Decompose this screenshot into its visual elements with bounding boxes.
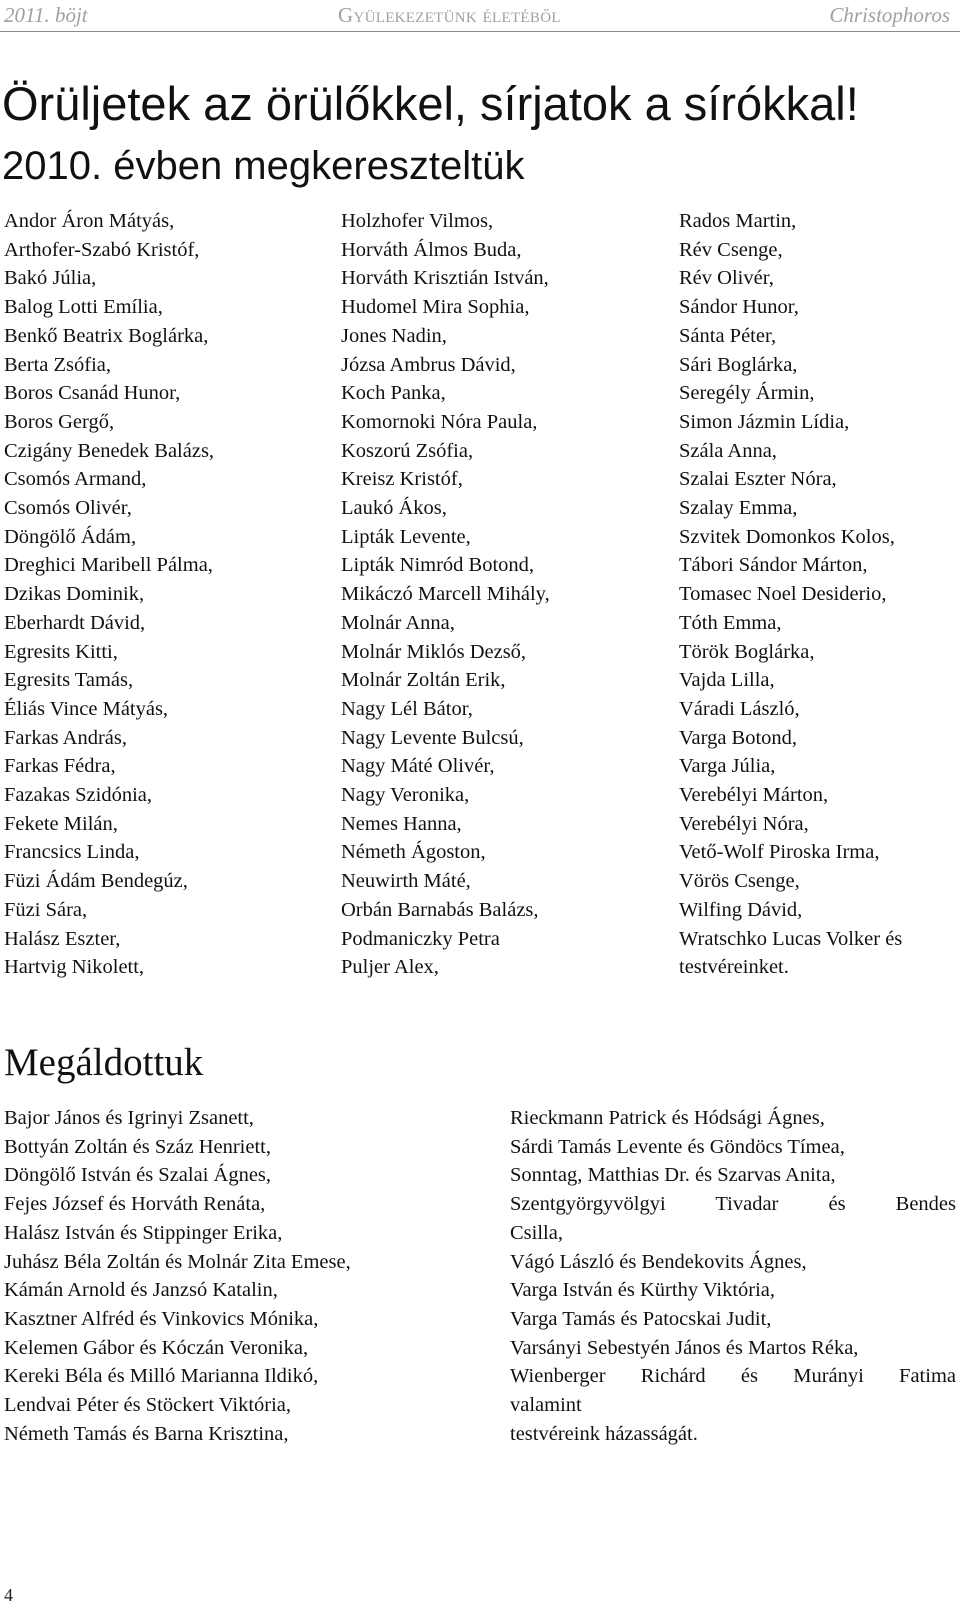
- header-publication: Christophoros: [829, 3, 950, 27]
- name-item: Rév Olivér,: [679, 267, 774, 290]
- couple-item: Sonntag, Matthias Dr. és Szarvas Anita,: [510, 1164, 836, 1187]
- name-item: Dzikas Dominik,: [4, 583, 145, 606]
- name-item: Neuwirth Máté,: [341, 870, 471, 893]
- couple-item: Kasztner Alfréd és Vinkovics Mónika,: [4, 1307, 319, 1330]
- name-item: Tóth Emma,: [679, 611, 782, 634]
- couple-item: Lendvai Péter és Stöckert Viktória,: [4, 1394, 292, 1417]
- name-item: Berta Zsófia,: [4, 353, 112, 376]
- name-item: Nemes Hanna,: [341, 812, 462, 835]
- name-item: Vető-Wolf Piroska Irma,: [679, 841, 880, 864]
- name-item: Szalay Emma,: [679, 497, 798, 520]
- name-item: Horváth Krisztián István,: [341, 267, 549, 290]
- blessed-column-1: [4, 1104, 474, 1448]
- name-item: Hartvig Nikolett,: [4, 956, 145, 979]
- name-item: Egresits Kitti,: [4, 640, 118, 663]
- name-item: Szvitek Domonkos Kolos,: [679, 525, 895, 548]
- name-item: Vajda Lilla,: [679, 669, 775, 692]
- name-item: Dreghici Maribell Pálma,: [4, 554, 213, 577]
- running-header: [0, 0, 960, 31]
- name-item: Jones Nadin,: [341, 324, 447, 347]
- name-item: Szalai Eszter Nóra,: [679, 468, 837, 491]
- name-item: Seregély Ármin,: [679, 382, 815, 405]
- name-item: Varga Botond,: [679, 726, 798, 749]
- couple-item: Vágó László és Bendekovits Ágnes,: [510, 1250, 807, 1273]
- name-item: Benkő Beatrix Boglárka,: [4, 324, 209, 347]
- name-item: Balog Lotti Emília,: [4, 296, 163, 319]
- name-item: Molnár Zoltán Erik,: [341, 669, 506, 692]
- blessed-heading: Megáldottuk: [4, 1041, 204, 1084]
- name-item: Szála Anna,: [679, 439, 777, 462]
- couple-item: Szentgyörgyvölgyi Tivadar és Bendes: [510, 1193, 956, 1216]
- name-item: Török Boglárka,: [679, 640, 815, 663]
- name-item: Sári Boglárka,: [679, 353, 798, 376]
- couple-item: Varga István és Kürthy Viktória,: [510, 1279, 776, 1302]
- name-item: Rados Martin,: [679, 210, 797, 232]
- header-section: Gyülekezetünk életéből: [338, 3, 561, 27]
- name-item: Molnár Miklós Dezső,: [341, 640, 527, 663]
- header-issue: 2011. böjt: [4, 3, 88, 27]
- name-item: Nagy Lél Bátor,: [341, 697, 473, 720]
- couple-item: Sárdi Tamás Levente és Göndöcs Tímea,: [510, 1135, 845, 1158]
- name-item: Orbán Barnabás Balázs,: [341, 898, 539, 921]
- name-item: Éliás Vince Mátyás,: [4, 697, 169, 720]
- name-item: Czigány Benedek Balázs,: [4, 439, 215, 462]
- name-item: Tábori Sándor Márton,: [679, 554, 868, 577]
- name-item: Boros Gergő,: [4, 410, 115, 433]
- name-item: Józsa Ambrus Dávid,: [341, 353, 516, 376]
- name-item: Tomasec Noel Desiderio,: [679, 583, 887, 606]
- name-item: Németh Ágoston,: [341, 841, 486, 864]
- name-item: Mikáczó Marcell Mihály,: [341, 583, 550, 606]
- name-item: Csomós Olivér,: [4, 497, 132, 520]
- name-item: Puljer Alex,: [341, 956, 439, 979]
- name-item: Wratschko Lucas Volker és: [679, 927, 903, 950]
- name-item: Horváth Álmos Buda,: [341, 238, 522, 261]
- page-number: 4: [4, 1585, 13, 1605]
- couple-item: Juhász Béla Zoltán és Molnár Zita Emese,: [4, 1250, 351, 1273]
- couple-item: valamint: [510, 1394, 582, 1417]
- page-title: Örüljetek az örülőkkel, sírjatok a sírókkal!: [2, 77, 859, 130]
- name-item: Halász Eszter,: [4, 927, 121, 950]
- name-item: Holzhofer Vilmos,: [341, 210, 494, 232]
- name-item: Verebélyi Nóra,: [679, 812, 809, 835]
- couple-item: Döngölő István és Szalai Ágnes,: [4, 1164, 272, 1187]
- baptized-heading: 2010. évben megkereszteltük: [2, 144, 525, 188]
- couple-item: Rieckmann Patrick és Hódsági Ágnes,: [510, 1107, 825, 1129]
- couple-item: Bottyán Zoltán és Száz Henriett,: [4, 1135, 271, 1158]
- name-item: Sánta Péter,: [679, 324, 777, 347]
- name-item: Verebélyi Márton,: [679, 784, 829, 807]
- couple-item: Wienberger Richárd és Murányi Fatima: [510, 1365, 956, 1388]
- baptized-column-3: [679, 207, 902, 982]
- name-item: Lipták Nimród Botond,: [341, 554, 535, 577]
- name-item: Simon Jázmin Lídia,: [679, 410, 850, 433]
- name-item: Egresits Tamás,: [4, 669, 134, 692]
- name-item: Eberhardt Dávid,: [4, 611, 146, 634]
- name-item: Vörös Csenge,: [679, 870, 800, 893]
- name-item: Sándor Hunor,: [679, 296, 799, 319]
- name-item: Francsics Linda,: [4, 841, 140, 864]
- name-item: Nagy Máté Olivér,: [341, 755, 495, 778]
- name-item: Andor Áron Mátyás,: [4, 210, 175, 232]
- name-item: Koszorú Zsófia,: [341, 439, 474, 462]
- name-item: Laukó Ákos,: [341, 497, 447, 520]
- name-item: Lipták Levente,: [341, 525, 471, 548]
- name-item: Nagy Levente Bulcsú,: [341, 726, 524, 749]
- name-item: Komornoki Nóra Paula,: [341, 410, 538, 433]
- name-item: Fekete Milán,: [4, 812, 118, 835]
- name-item: Boros Csanád Hunor,: [4, 382, 181, 405]
- name-item: testvéreinket.: [679, 956, 789, 979]
- couple-item: testvéreink házasságát.: [510, 1422, 698, 1445]
- name-item: Farkas András,: [4, 726, 127, 749]
- name-item: Rév Csenge,: [679, 238, 783, 261]
- name-item: Bakó Júlia,: [4, 267, 97, 290]
- couple-item: Kámán Arnold és Janzsó Katalin,: [4, 1279, 278, 1302]
- name-item: Koch Panka,: [341, 382, 446, 405]
- couple-item: Varsányi Sebestyén János és Martos Réka,: [510, 1336, 859, 1359]
- couple-item: Varga Tamás és Patocskai Judit,: [510, 1307, 772, 1330]
- couple-item: Kelemen Gábor és Kóczán Veronika,: [4, 1336, 309, 1359]
- name-item: Döngölő Ádám,: [4, 525, 137, 548]
- name-item: Farkas Fédra,: [4, 755, 116, 778]
- name-item: Wilfing Dávid,: [679, 898, 803, 921]
- baptized-column-2: [341, 207, 550, 982]
- blessed-column-2: [510, 1104, 956, 1448]
- name-item: Hudomel Mira Sophia,: [341, 296, 530, 319]
- couple-item: Bajor János és Igrinyi Zsanett,: [4, 1107, 254, 1129]
- name-item: Kreisz Kristóf,: [341, 468, 463, 491]
- couple-item: Németh Tamás és Barna Krisztina,: [4, 1422, 289, 1445]
- couple-item: Kereki Béla és Milló Marianna Ildikó,: [4, 1365, 319, 1388]
- couple-item: Halász István és Stippinger Erika,: [4, 1221, 283, 1244]
- header-rule: [0, 31, 960, 32]
- name-item: Nagy Veronika,: [341, 784, 470, 807]
- name-item: Váradi László,: [679, 697, 800, 720]
- name-item: Füzi Ádám Bendegúz,: [4, 870, 188, 893]
- couple-item: Csilla,: [510, 1221, 563, 1244]
- name-item: Füzi Sára,: [4, 898, 88, 921]
- baptized-column-1: [4, 207, 214, 982]
- name-item: Varga Júlia,: [679, 755, 776, 778]
- name-item: Molnár Anna,: [341, 611, 455, 634]
- name-item: Podmaniczky Petra: [341, 927, 500, 950]
- name-item: Fazakas Szidónia,: [4, 784, 153, 807]
- couple-item: Fejes József és Horváth Renáta,: [4, 1193, 266, 1216]
- name-item: Arthofer-Szabó Kristóf,: [4, 238, 200, 261]
- name-item: Csomós Armand,: [4, 468, 147, 491]
